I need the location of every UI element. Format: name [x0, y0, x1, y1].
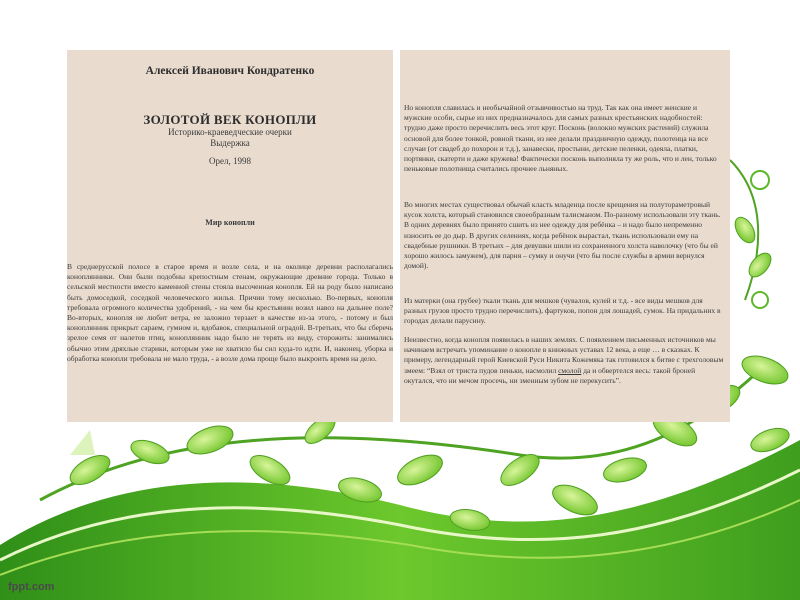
- excerpt-label: Выдержка: [210, 138, 250, 148]
- right-page: [400, 50, 730, 422]
- author-name: Алексей Иванович Кондратенко: [145, 65, 315, 77]
- watermark: fppt.com: [8, 581, 55, 593]
- book-title: ЗОЛОТОЙ ВЕК КОНОПЛИ: [143, 112, 317, 127]
- left-page: [67, 50, 393, 422]
- place-year: Орел, 1998: [209, 156, 251, 166]
- paragraph-2: Во многих местах существовал обычай класть младенца после крещения на полутораметровый кусок холста, который становился своеобразным талисманом. По-разному использовали эту ткань. В одних деревнях было принято сшить из нее одежду для ребёнка – и надо было непременно износить ее до дыр. В других селениях, когда ребёнок вырастал, ткань использовали ему на свадебные рушники. В третьих – для девушки шили из сохраненного холста наволочку (что бы ей хорошо жилось замужем), для парня – сумку и онучи (что бы после службы в армии вернулся домой).: [404, 200, 721, 271]
- paragraph-4: [404, 335, 726, 386]
- section-title: Мир конопли: [205, 218, 255, 227]
- paragraph-1: Но конопля славилась и необычайной отзывчивостью на труд. Так как она имеет женские и мужские особи, сырье из них предназначалось для самых разных крестьянских надобностей: трудно даже просто перечислить весь этот круг. Посконь (волокно мужских растений) служила основой для более тонкой, ровной ткани, из нее делали праздничную одежду, полотенца на все случаи (от свадеб до похорон и т.д.), занавески, простыни, детские пеленки, одеяла, платки, портянки, скатерти и даже кружева! Фактически посконь выполняла ту же роль, что и лен, только пеньковые полотнища считались прочнее льняных.: [404, 103, 717, 174]
- underlined-word: смолой: [558, 365, 582, 375]
- paragraph-3: Из матерки (она грубее) ткали ткань для мешков (чувалов, кулей и т.д. - все виды мешков для разных грузов просто трудно перечислить), фартуков, попон для лошадей, сумок. На придальних в городах делали парусину.: [404, 296, 721, 326]
- paragraph-4-text: Неизвестно, когда конопля появилась в наших землях. С появлением письменных источников мы начинаем встречать упоминание о конопле в книжных уставах 12 века, а еще … в сказках. К примеру, легендарный герой Киевской Руси Никита Кожемяка так готовился к битве с трехголовым змеем: “Взял от триста пудов пеньки, насмолил: [404, 335, 724, 375]
- body-paragraph: В среднерусской полосе в старое время и возле села, и на околице деревни располагались коноплянники. Они были подобны крепостным стенам, окружающие древние города. Только в сельской местности вместо каменной стены стояла высоченная конопля. Ей на роду было написано быть домоседкой, соседкой человеческого жилья. Причин тому несколько. Во-первых, конопля требовала огромного количества удобрений, - на чем бы крестьянин возил навоз на дальнее поле? Во-вторых, конопля не любит ветра, ее заложно терзает в качестве из-за этого, - потому и был коноплянник прикрыт сараем, гумном и, вдобавок, специальной оградой. В-третьих, что бы сберечь зрелое семя от налетов птиц, коноплянник надо было не терять из виду, сторожить: занимались обычно этим дряхлые старики, которым уже не хватило бы сил куда-то идти. И, наконец, уборка и обработка конопли требовала не мало труда, - а возле дома проще было выкроить время на дело.: [67, 262, 393, 363]
- book-subtitle: Историко-краеведческие очерки: [168, 127, 292, 137]
- paragraph-4-end: да и обвертелся весь: такой броней окутался, что ни мечом просечь, ни зменным зубом не перекусить”.: [404, 365, 696, 385]
